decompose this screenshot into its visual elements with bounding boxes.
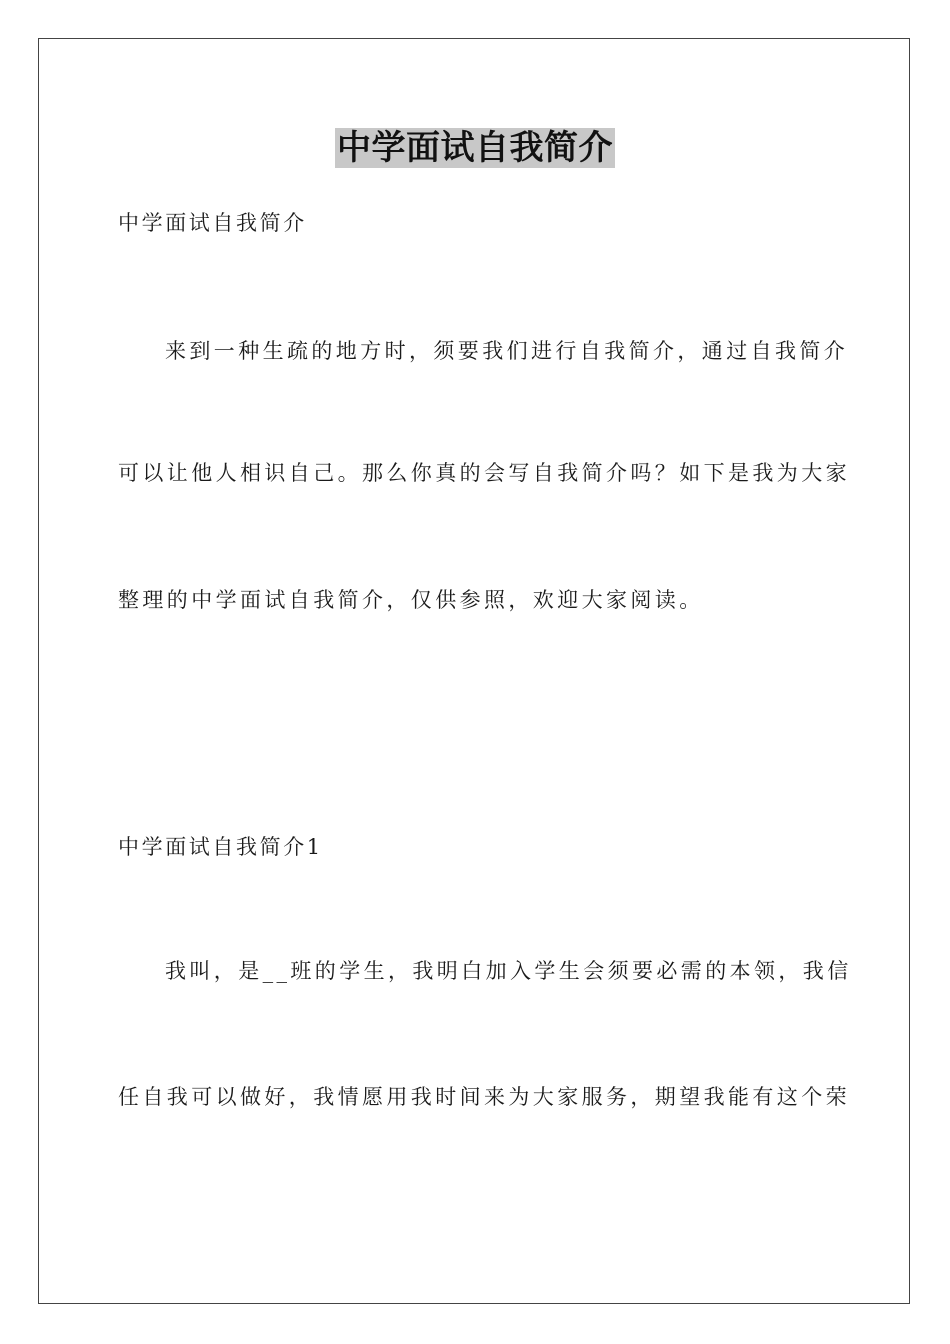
intro-line-3: 整理的中学面试自我简介，仅供参照，欢迎大家阅读。	[118, 588, 704, 612]
document-subtitle: 中学面试自我简介	[118, 211, 307, 235]
intro-line-1: 来到一种生疏的地方时，须要我们进行自我简介，通过自我简介	[165, 339, 849, 363]
section1-line-2: 任自我可以做好，我情愿用我时间来为大家服务，期望我能有这个荣	[118, 1085, 850, 1109]
intro-line-2: 可以让他人相识自己。那么你真的会写自我简介吗？如下是我为大家	[118, 461, 850, 485]
section1-line-1: 我叫，是__班的学生，我明白加入学生会须要必需的本领，我信	[165, 959, 852, 983]
title-container	[0, 128, 950, 168]
document-title: 中学面试自我简介	[337, 128, 613, 168]
section-heading: 中学面试自我简介1	[118, 835, 323, 859]
